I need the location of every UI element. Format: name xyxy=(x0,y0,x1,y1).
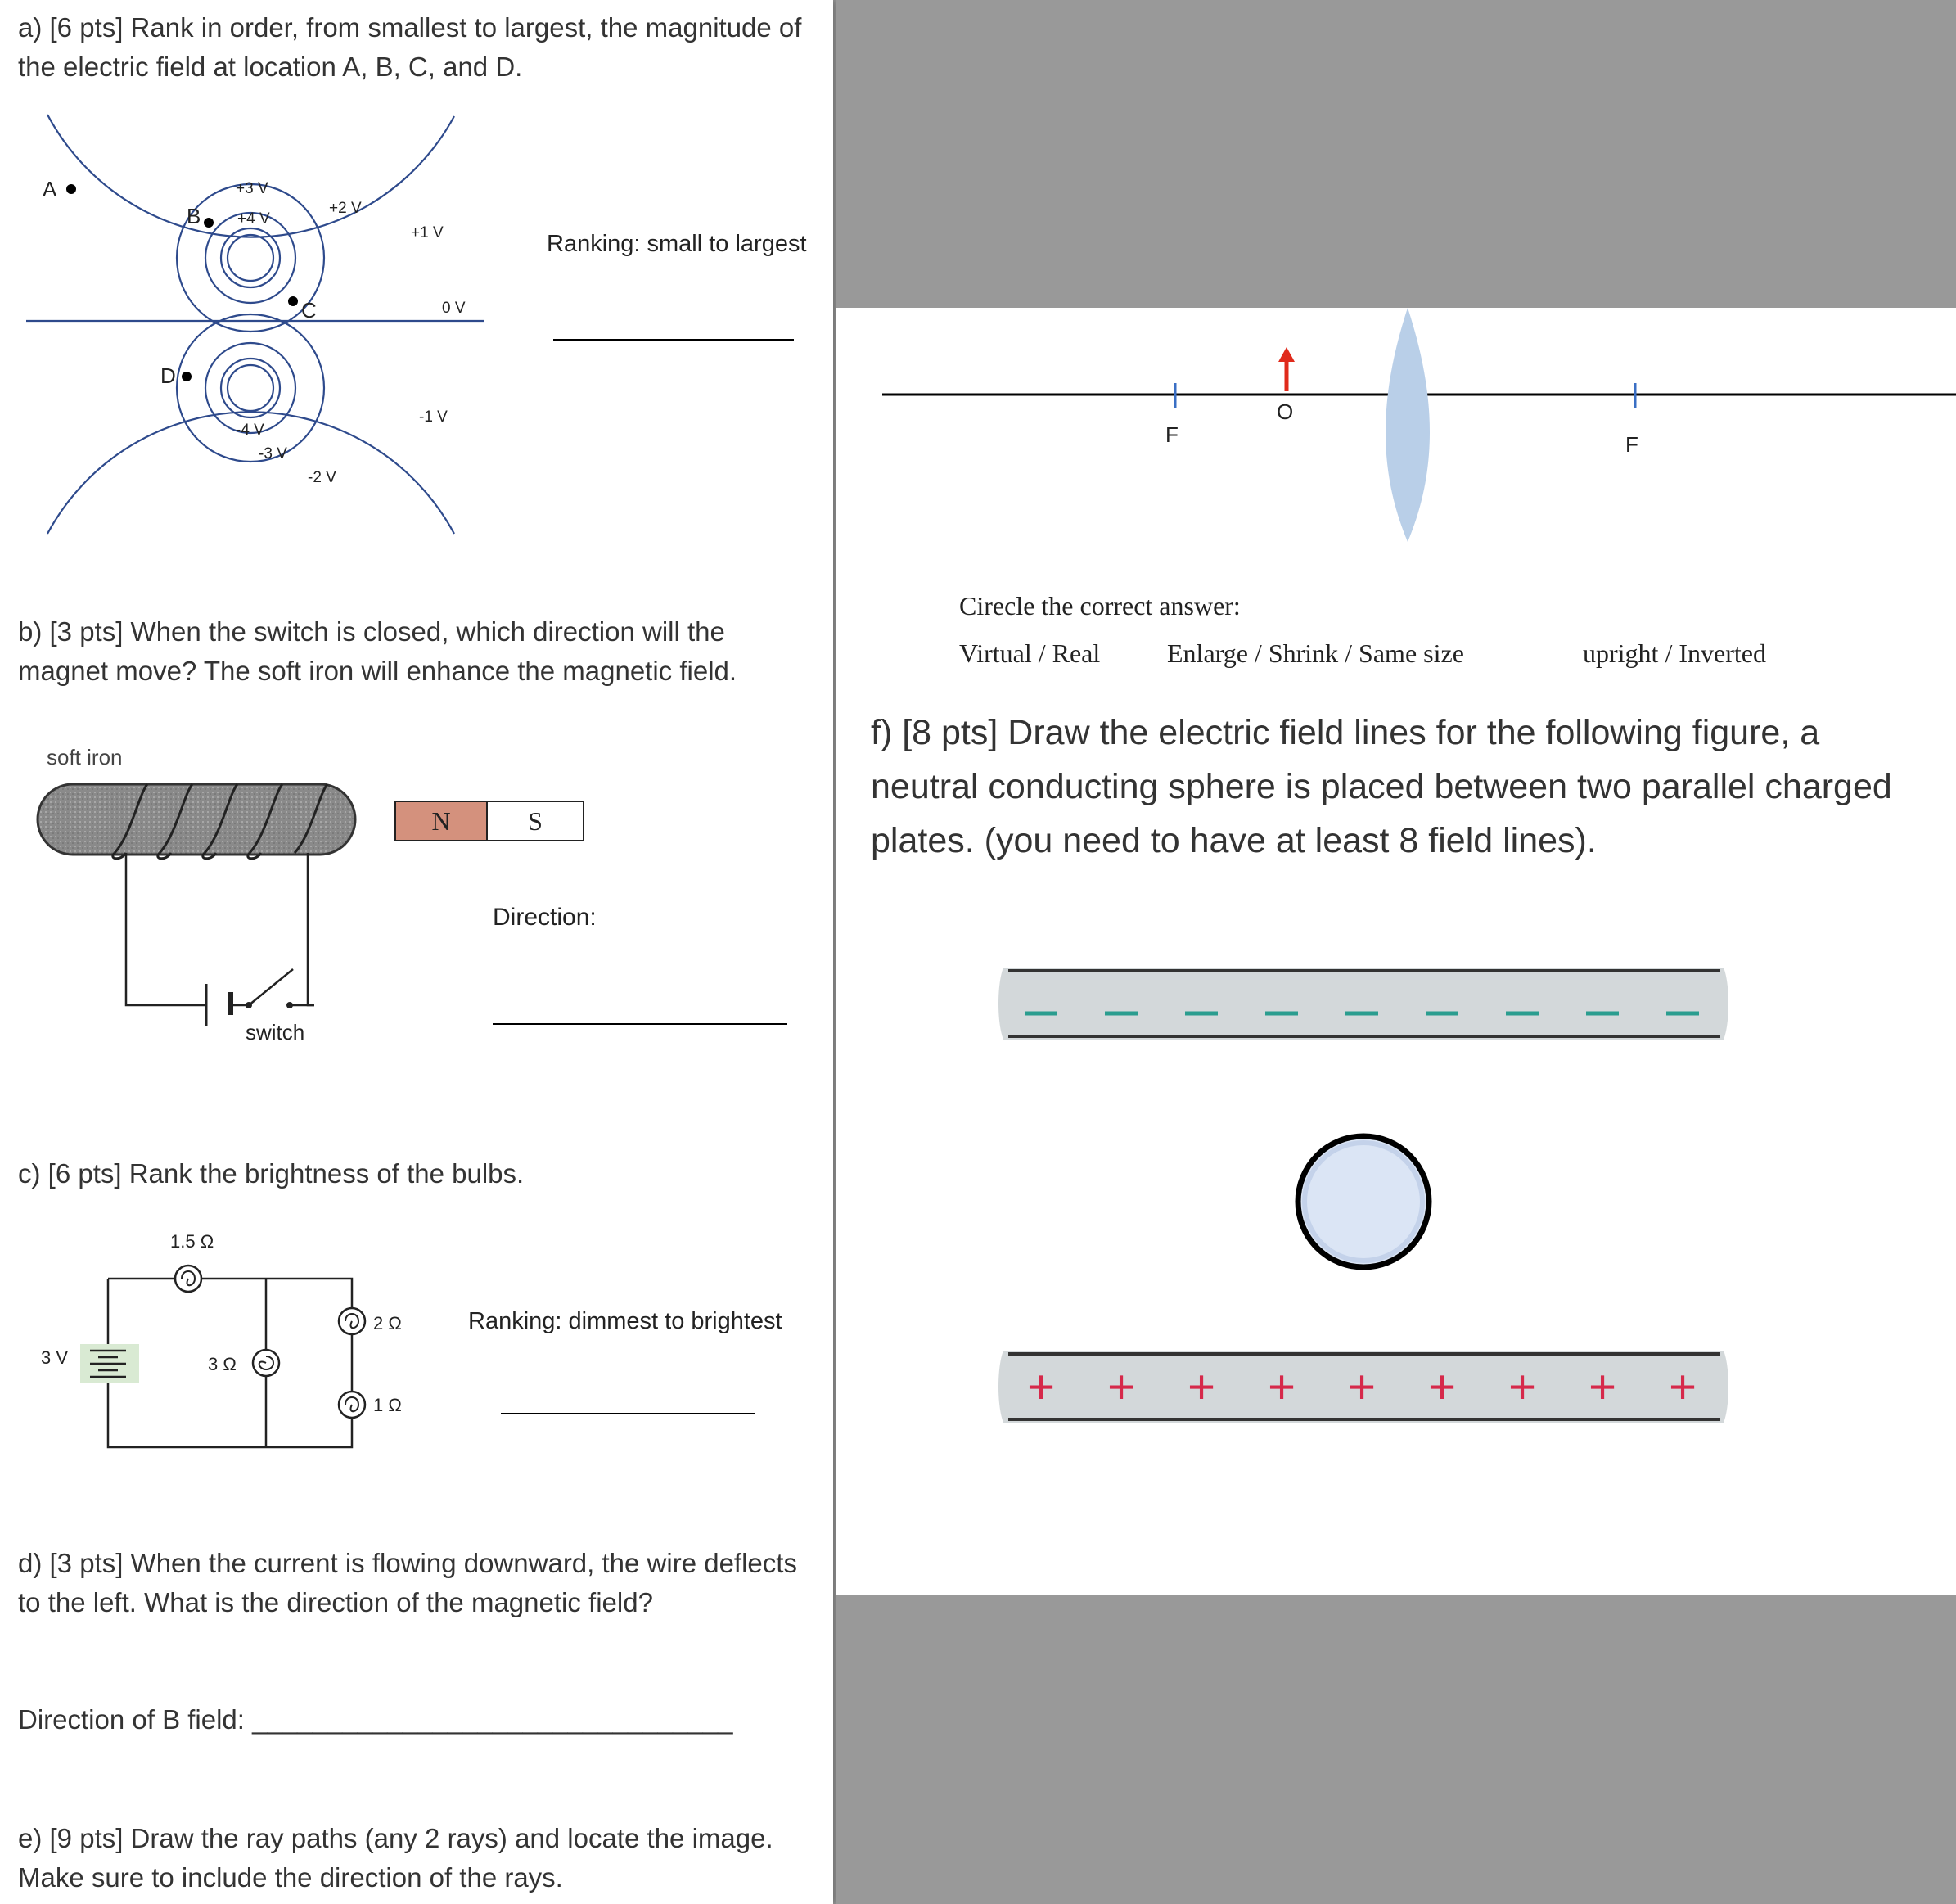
r-right-top-label: 2 Ω xyxy=(373,1313,402,1333)
r-right-bottom-label: 1 Ω xyxy=(373,1395,402,1415)
label-c: C xyxy=(301,298,317,323)
switch-label: switch xyxy=(246,1020,305,1044)
equipotential-bottom-2 xyxy=(177,314,324,462)
answer-d[interactable]: Direction of B field: ________________________________ xyxy=(18,1704,733,1735)
left-page xyxy=(0,0,833,1904)
question-d: d) [3 pts] When the current is flowing downward, the wire deflects to the left. What is the direction of the magnetic field? xyxy=(18,1548,797,1617)
r-top-label: 1.5 Ω xyxy=(170,1231,214,1252)
object-arrowhead xyxy=(1278,347,1295,362)
answer-line-a[interactable] xyxy=(553,339,794,341)
v-plus4: +4 V xyxy=(237,210,270,228)
right-page-gap-top xyxy=(836,0,1956,308)
equipotential-bottom-4 xyxy=(221,359,280,417)
lens-diagram xyxy=(836,308,1956,562)
v-minus1: -1 V xyxy=(419,408,448,426)
ranking-label-a: Ranking: small to largest xyxy=(547,231,807,257)
point-b-dot xyxy=(204,218,214,228)
soft-iron-label: soft iron xyxy=(47,745,123,769)
label-a: A xyxy=(43,177,57,201)
magnet-south[interactable]: S xyxy=(488,801,584,841)
point-a-dot xyxy=(66,184,76,194)
equipotential-diagram xyxy=(0,106,507,548)
option-orientation[interactable]: upright / Inverted xyxy=(1583,638,1766,668)
convex-lens xyxy=(1386,308,1430,542)
object-label: O xyxy=(1277,399,1294,424)
v-plus2: +2 V xyxy=(329,200,362,217)
focal-left-label: F xyxy=(1165,422,1179,447)
v-plus3: +3 V xyxy=(236,180,268,197)
v-plus1: +1 V xyxy=(411,224,444,241)
point-c-dot xyxy=(288,296,298,306)
question-b: b) [3 pts] When the switch is closed, which direction will the magnet move? The soft iron will enhance the magnetic field. xyxy=(18,616,737,686)
plus-charge: + xyxy=(1508,1360,1536,1414)
question-f: f) [8 pts] Draw the electric field lines for the following figure, a neutral conducting sphere is placed between two parallel charged plates. (you need to have at least 8 field lines). xyxy=(871,713,1892,860)
v-minus3: -3 V xyxy=(259,445,287,462)
r-mid-label: 3 Ω xyxy=(208,1354,237,1374)
right-page-gap-bottom xyxy=(836,1595,1956,1904)
solenoid-circuit xyxy=(25,761,376,1048)
answer-line-b[interactable] xyxy=(493,1023,787,1025)
label-b: B xyxy=(187,204,201,228)
plus-charge: + xyxy=(1428,1360,1456,1414)
question-a: a) [6 pts] Rank in order, from smallest to largest, the magnitude of the electric field at location A, B, C, and D. xyxy=(18,12,802,82)
ranking-label-c: Ranking: dimmest to brightest xyxy=(468,1308,782,1334)
plus-charge: + xyxy=(1027,1360,1055,1414)
plus-charge: + xyxy=(1669,1360,1697,1414)
magnet-north[interactable]: N xyxy=(394,801,488,841)
point-d-dot xyxy=(182,372,192,381)
negative-plate xyxy=(998,968,1728,1040)
plus-charge: + xyxy=(1348,1360,1376,1414)
battery-label: 3 V xyxy=(41,1347,69,1368)
plus-charge: + xyxy=(1188,1360,1215,1414)
answer-line-c[interactable] xyxy=(501,1413,755,1414)
label-d: D xyxy=(160,363,176,388)
bulb-circuit xyxy=(33,1220,458,1465)
plus-charge: + xyxy=(1268,1360,1296,1414)
question-c: c) [6 pts] Rank the brightness of the bulbs. xyxy=(18,1158,525,1189)
v-zero: 0 V xyxy=(442,300,466,317)
direction-label-b: Direction: xyxy=(493,904,597,931)
v-minus2: -2 V xyxy=(308,469,336,486)
plus-charge: + xyxy=(1589,1360,1616,1414)
switch-arm xyxy=(249,969,293,1005)
soft-iron-core xyxy=(38,784,355,855)
circle-prompt: Cirecle the correct answer: xyxy=(959,591,1241,620)
right-page xyxy=(836,308,1956,1595)
equipotential-bottom-3 xyxy=(205,343,295,433)
question-e: e) [9 pts] Draw the ray paths (any 2 rays) and locate the image. Make sure to include the direction of the rays. xyxy=(18,1823,773,1893)
v-minus4: -4 V xyxy=(236,422,264,439)
parallel-plates-diagram xyxy=(836,968,1956,1442)
neutral-conducting-sphere xyxy=(1298,1136,1429,1267)
option-size[interactable]: Enlarge / Shrink / Same size xyxy=(1167,638,1464,668)
focal-right-label: F xyxy=(1625,432,1638,457)
plus-charge: + xyxy=(1107,1360,1135,1414)
option-virtual-real[interactable]: Virtual / Real xyxy=(959,638,1101,668)
